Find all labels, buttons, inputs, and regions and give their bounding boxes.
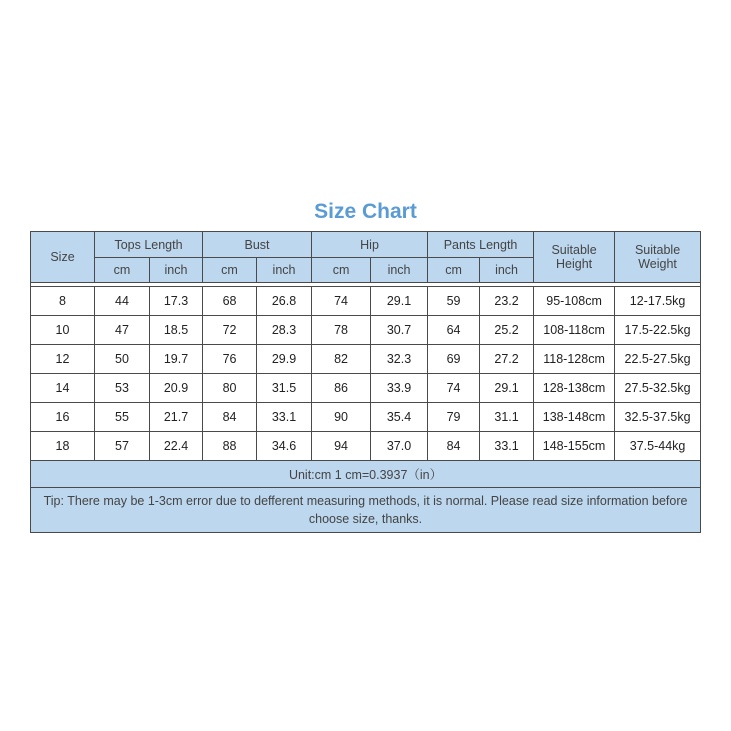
cell-tops-cm: 47: [95, 316, 150, 345]
header-tops-cm: cm: [95, 258, 150, 283]
cell-tops-in: 22.4: [150, 432, 203, 461]
cell-size: 8: [31, 287, 95, 316]
size-chart-table: [30, 231, 701, 533]
cell-tops-in: 18.5: [150, 316, 203, 345]
cell-height: 128-138cm: [534, 374, 615, 403]
cell-hip-in: 29.1: [371, 287, 428, 316]
cell-weight: 37.5-44kg: [615, 432, 701, 461]
cell-pants-in: 27.2: [480, 345, 534, 374]
cell-hip-cm: 86: [312, 374, 371, 403]
cell-weight: 22.5-27.5kg: [615, 345, 701, 374]
header-tops-length: Tops Length: [95, 232, 203, 258]
cell-tops-in: 17.3: [150, 287, 203, 316]
cell-hip-cm: 78: [312, 316, 371, 345]
cell-tops-cm: 44: [95, 287, 150, 316]
cell-pants-cm: 79: [428, 403, 480, 432]
cell-bust-in: 31.5: [257, 374, 312, 403]
header-hip: Hip: [312, 232, 428, 258]
cell-bust-cm: 84: [203, 403, 257, 432]
table-row: [31, 345, 701, 374]
header-pants-length: Pants Length: [428, 232, 534, 258]
cell-tops-cm: 55: [95, 403, 150, 432]
cell-weight: 32.5-37.5kg: [615, 403, 701, 432]
table-row: [31, 316, 701, 345]
cell-hip-cm: 82: [312, 345, 371, 374]
cell-bust-in: 29.9: [257, 345, 312, 374]
cell-size: 10: [31, 316, 95, 345]
header-suitable-height: Suitable Height: [534, 232, 615, 283]
cell-hip-cm: 94: [312, 432, 371, 461]
cell-bust-cm: 88: [203, 432, 257, 461]
header-size: Size: [31, 232, 95, 283]
header-bust: Bust: [203, 232, 312, 258]
header-pants-inch: inch: [480, 258, 534, 283]
cell-pants-in: 29.1: [480, 374, 534, 403]
cell-bust-in: 26.8: [257, 287, 312, 316]
header-hip-inch: inch: [371, 258, 428, 283]
cell-size: 16: [31, 403, 95, 432]
cell-pants-cm: 74: [428, 374, 480, 403]
cell-tops-cm: 53: [95, 374, 150, 403]
header-suitable-weight: Suitable Weight: [615, 232, 701, 283]
chart-title: Size Chart: [314, 200, 417, 223]
table-row: [31, 287, 701, 316]
cell-pants-cm: 64: [428, 316, 480, 345]
cell-hip-in: 30.7: [371, 316, 428, 345]
table-row: [31, 403, 701, 432]
cell-bust-cm: 80: [203, 374, 257, 403]
cell-bust-cm: 68: [203, 287, 257, 316]
header-bust-cm: cm: [203, 258, 257, 283]
header-pants-cm: cm: [428, 258, 480, 283]
tip-text: Tip: There may be 1-3cm error due to defferent measuring methods, it is normal. Please read size information before choose size, thanks.: [31, 488, 701, 533]
cell-hip-cm: 90: [312, 403, 371, 432]
cell-bust-in: 34.6: [257, 432, 312, 461]
cell-pants-cm: 84: [428, 432, 480, 461]
cell-tops-cm: 57: [95, 432, 150, 461]
cell-pants-cm: 69: [428, 345, 480, 374]
cell-bust-in: 33.1: [257, 403, 312, 432]
cell-size: 12: [31, 345, 95, 374]
cell-pants-cm: 59: [428, 287, 480, 316]
unit-note: Unit:cm 1 cm=0.3937（in）: [31, 461, 701, 488]
cell-tops-cm: 50: [95, 345, 150, 374]
cell-size: 14: [31, 374, 95, 403]
cell-weight: 12-17.5kg: [615, 287, 701, 316]
cell-height: 95-108cm: [534, 287, 615, 316]
cell-height: 118-128cm: [534, 345, 615, 374]
cell-weight: 27.5-32.5kg: [615, 374, 701, 403]
cell-height: 148-155cm: [534, 432, 615, 461]
cell-pants-in: 33.1: [480, 432, 534, 461]
cell-size: 18: [31, 432, 95, 461]
cell-tops-in: 19.7: [150, 345, 203, 374]
cell-pants-in: 31.1: [480, 403, 534, 432]
cell-height: 138-148cm: [534, 403, 615, 432]
cell-pants-in: 25.2: [480, 316, 534, 345]
cell-hip-in: 32.3: [371, 345, 428, 374]
cell-height: 108-118cm: [534, 316, 615, 345]
cell-pants-in: 23.2: [480, 287, 534, 316]
table-row: [31, 432, 701, 461]
cell-tops-in: 20.9: [150, 374, 203, 403]
header-tops-inch: inch: [150, 258, 203, 283]
cell-hip-in: 35.4: [371, 403, 428, 432]
cell-hip-in: 33.9: [371, 374, 428, 403]
header-hip-cm: cm: [312, 258, 371, 283]
cell-weight: 17.5-22.5kg: [615, 316, 701, 345]
cell-hip-cm: 74: [312, 287, 371, 316]
cell-hip-in: 37.0: [371, 432, 428, 461]
table-row: [31, 374, 701, 403]
cell-bust-cm: 76: [203, 345, 257, 374]
cell-bust-cm: 72: [203, 316, 257, 345]
cell-bust-in: 28.3: [257, 316, 312, 345]
header-bust-inch: inch: [257, 258, 312, 283]
cell-tops-in: 21.7: [150, 403, 203, 432]
